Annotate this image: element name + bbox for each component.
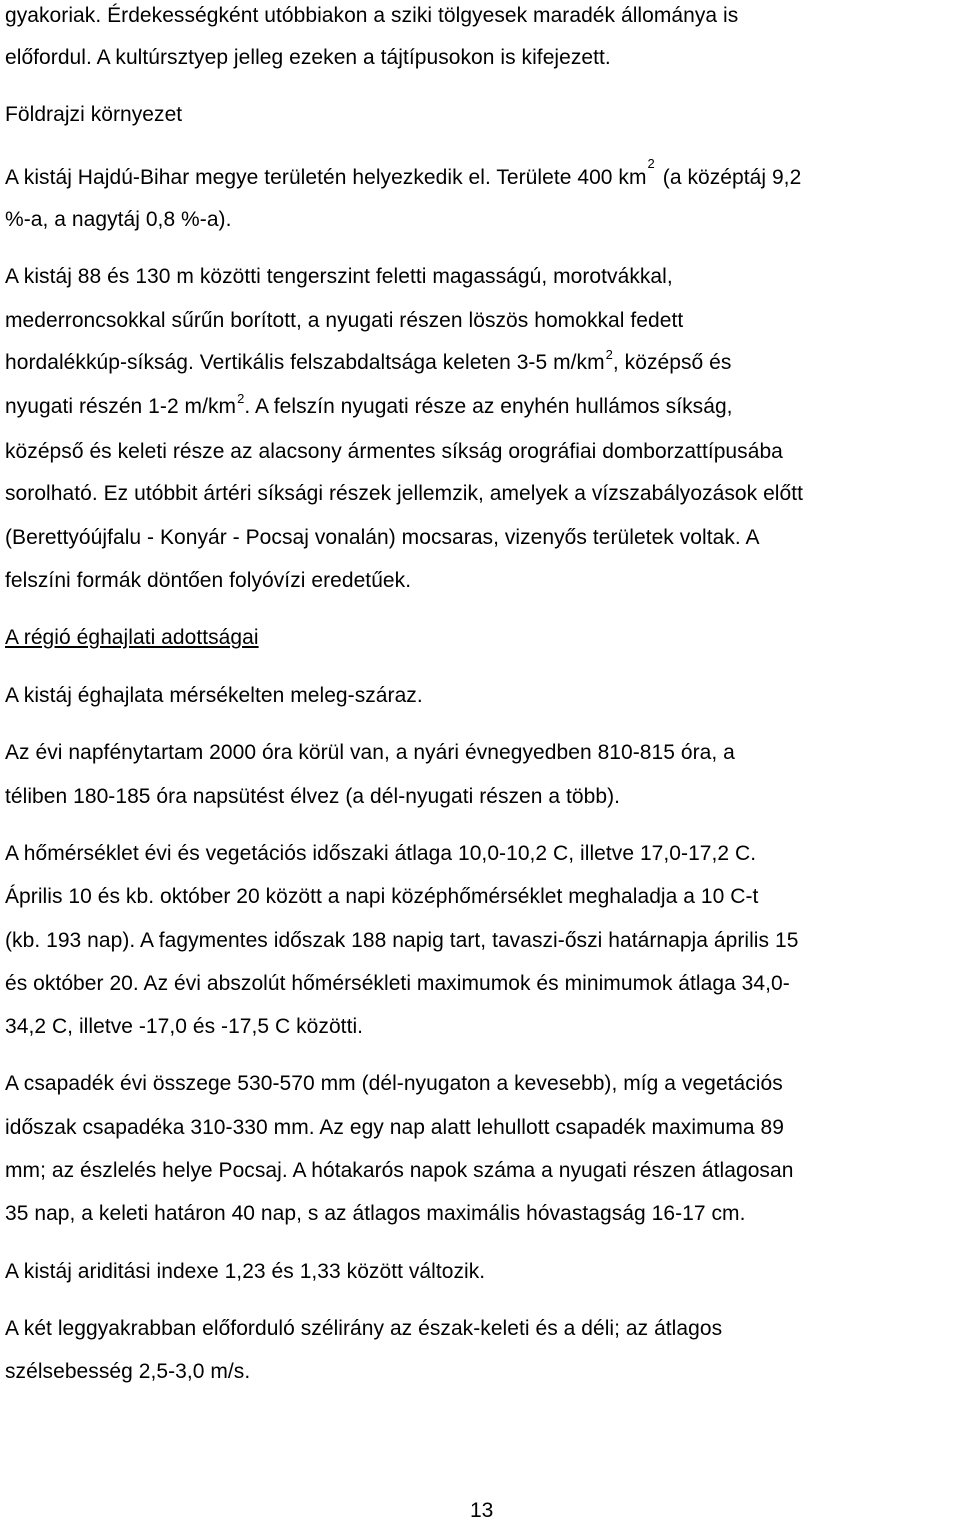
text-segment: nyugati részén 1-2 m/km <box>5 395 237 418</box>
text-line: és október 20. Az évi abszolút hőmérsékleti maximumok és minimumok átlaga 34,0- <box>5 972 790 995</box>
superscript: 2 <box>647 156 655 171</box>
text-line: A két leggyakrabban előforduló szélirány az észak-keleti és a déli; az átlagos <box>5 1317 723 1340</box>
text-line: (Berettyóújfalu - Konyár - Pocsaj vonalán) mocsaras, vizenyős területek voltak. A <box>5 526 760 549</box>
superscript: 2 <box>605 347 613 362</box>
text-line: szélsebesség 2,5-3,0 m/s. <box>5 1360 251 1383</box>
superscript: 2 <box>237 391 245 406</box>
text-line <box>5 391 733 418</box>
text-line: Április 10 és kb. október 20 között a napi középhőmérséklet meghaladja a 10 C-t <box>5 885 759 908</box>
text-line: A csapadék évi összege 530-570 mm (dél-nyugaton a kevesebb), míg a vegetációs <box>5 1072 783 1095</box>
text-line: mederroncsokkal sűrűn borított, a nyugati részen löszös homokkal fedett <box>5 309 684 332</box>
text-line: téliben 180-185 óra napsütést élvez (a dél-nyugati részen a több). <box>5 785 621 808</box>
text-line: mm; az észlelés helye Pocsaj. A hótakarós napok száma a nyugati részen átlagosan <box>5 1159 794 1182</box>
text-line: sorolható. Ez utóbbit ártéri síksági részek jellemzik, amelyek a vízszabályozások előtt <box>5 482 804 505</box>
text-line: előfordul. A kultúrsztyep jelleg ezeken a tájtípusokon is kifejezett. <box>5 46 611 69</box>
text-line: A kistáj ariditási indexe 1,23 és 1,33 között változik. <box>5 1260 486 1283</box>
text-segment: (a középtáj 9,2 <box>662 166 802 189</box>
text-line: A kistáj éghajlata mérsékelten meleg-száraz. <box>5 684 423 707</box>
page-number: 13 <box>470 1499 494 1522</box>
text-line: középső és keleti része az alacsony ármentes síkság orográfiai domborzattípusába <box>5 440 783 463</box>
text-segment: hordalékkúp-síkság. Vertikális felszabdaltsága keleten 3-5 m/km <box>5 351 605 374</box>
section-heading-climate: A régió éghajlati adottságai <box>5 626 259 649</box>
text-line <box>5 347 732 374</box>
section-heading-geography: Földrajzi környezet <box>5 103 183 126</box>
text-line: A hőmérséklet évi és vegetációs időszaki átlaga 10,0-10,2 C, illetve 17,0-17,2 C. <box>5 842 757 865</box>
text-segment: . A felszín nyugati része az enyhén hullámos síkság, <box>244 395 733 418</box>
text-line: időszak csapadéka 310-330 mm. Az egy nap alatt lehullott csapadék maximuma 89 <box>5 1116 784 1139</box>
text-line: gyakoriak. Érdekességként utóbbiakon a sziki tölgyesek maradék állománya is <box>5 4 739 27</box>
text-line: %-a, a nagytáj 0,8 %-a). <box>5 208 232 231</box>
text-segment: A kistáj Hajdú-Bihar megye területén helyezkedik el. Területe 400 km <box>5 166 647 189</box>
text-segment: , középső és <box>612 351 732 374</box>
text-line: 35 nap, a keleti határon 40 nap, s az átlagos maximális hóvastagság 16-17 cm. <box>5 1202 746 1225</box>
text-line <box>5 156 802 189</box>
text-line: felszíni formák döntően folyóvízi eredetűek. <box>5 569 412 592</box>
text-line: 34,2 C, illetve -17,0 és -17,5 C közötti. <box>5 1015 364 1038</box>
text-line: A kistáj 88 és 130 m közötti tengerszint feletti magasságú, morotvákkal, <box>5 265 673 288</box>
text-line: (kb. 193 nap). A fagymentes időszak 188 napig tart, tavaszi-őszi határnapja április 15 <box>5 929 799 952</box>
text-line: Az évi napfénytartam 2000 óra körül van, a nyári évnegyedben 810-815 óra, a <box>5 741 735 764</box>
